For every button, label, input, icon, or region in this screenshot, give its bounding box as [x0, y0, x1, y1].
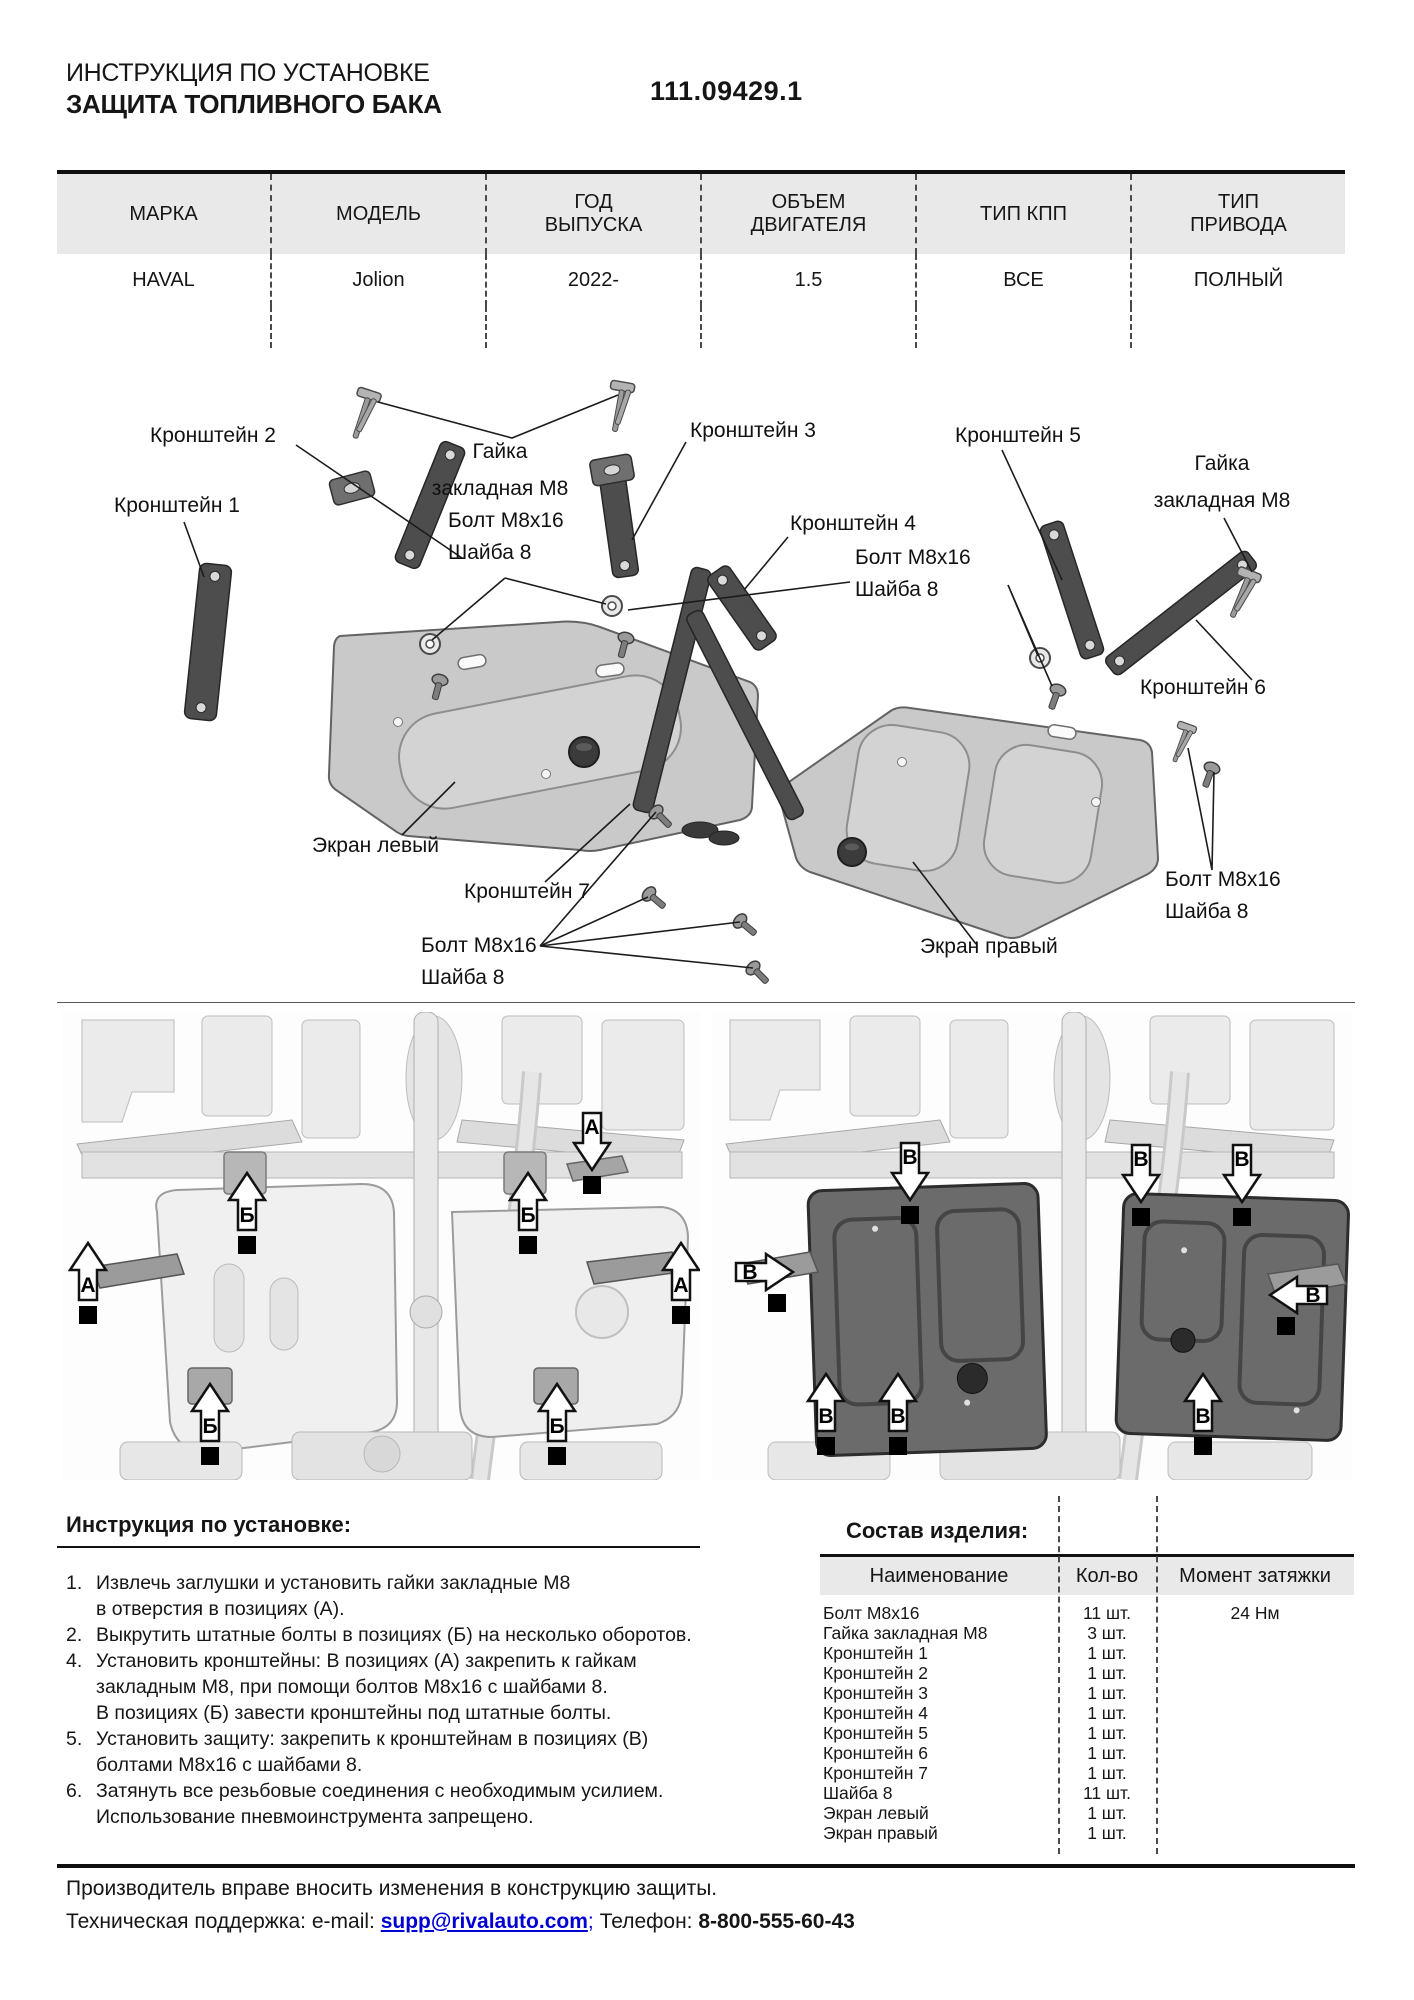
diagram-label: Болт М8х16: [1165, 868, 1281, 891]
step-line: Извлечь заглушки и установить гайки закладные М8: [96, 1572, 571, 1594]
diagram-label: Кронштейн 2: [150, 424, 276, 447]
spec-header-line: МАРКА: [129, 202, 198, 225]
support-phone: 8-800-555-60-43: [698, 1910, 855, 1933]
composition-row: [820, 1723, 1354, 1743]
step-line: В позициях (Б) завести кронштейны под штатные болты.: [96, 1702, 612, 1724]
marker-square: [1132, 1208, 1150, 1226]
marker-square: [583, 1176, 601, 1194]
composition-part-name: Гайка закладная М8: [823, 1622, 988, 1643]
bolt-icon: [1044, 682, 1068, 711]
install-step: [66, 1570, 700, 1622]
composition-part-name: Кронштейн 5: [823, 1722, 928, 1743]
install-step: [66, 1726, 700, 1778]
composition-part-qty: 1 шт.: [1087, 1742, 1127, 1763]
composition-part-torque: 24 Нм: [1230, 1602, 1280, 1623]
diagram-label: Гайка: [1194, 452, 1250, 475]
install-step: [66, 1622, 700, 1648]
diagram-label: Болт М8х16: [448, 509, 564, 532]
diagram-label: Кронштейн 3: [690, 419, 816, 442]
composition-row: [820, 1803, 1354, 1823]
diagram-label: Кронштейн 6: [1140, 676, 1266, 699]
spec-header-row: [57, 174, 1345, 254]
composition-column-header: Кол-во: [1075, 1564, 1139, 1587]
composition-heading: Состав изделия:: [846, 1518, 1029, 1543]
install-heading: Инструкция по установке:: [66, 1512, 352, 1537]
diagram-label: Болт М8х16: [855, 546, 971, 569]
diagram-label: закладная М8: [1153, 489, 1291, 512]
spec-value: Jolion: [270, 254, 485, 306]
installed-shield-left: [808, 1183, 1047, 1456]
spec-column-header: [485, 174, 700, 254]
marker-letter: Б: [549, 1415, 565, 1438]
marker-square: [201, 1447, 219, 1465]
underbody-photo-before: [62, 1012, 700, 1480]
marker-letter: Б: [520, 1204, 536, 1227]
composition-part-name: Кронштейн 7: [823, 1762, 928, 1783]
step-number: 5.: [66, 1728, 83, 1750]
shield-right-part: [780, 707, 1158, 938]
composition-part-name: Кронштейн 6: [823, 1742, 928, 1763]
marker-square: [768, 1294, 786, 1312]
install-step: [66, 1648, 700, 1726]
composition-part-name: Экран левый: [823, 1802, 929, 1823]
part-number: 111.09429.1: [650, 76, 803, 106]
spec-value: ПОЛНЫЙ: [1130, 254, 1345, 306]
spec-value: 1.5: [700, 254, 915, 306]
drain-plug: [569, 737, 599, 767]
composition-part-name: Кронштейн 2: [823, 1662, 928, 1683]
spec-column-header: [270, 174, 485, 254]
embedded-nut-left-1: [344, 387, 382, 442]
nut-plate-2: [589, 454, 635, 487]
composition-table: [820, 1554, 1354, 1853]
composition-part-qty: 1 шт.: [1087, 1722, 1127, 1743]
product-composition-section: [820, 1492, 1354, 1864]
composition-row: [820, 1783, 1354, 1803]
spec-header-line: ГОД: [574, 191, 613, 213]
spec-header-line: ТИП: [1218, 191, 1259, 213]
diagram-label: Шайба 8: [855, 578, 939, 601]
step-number: 4.: [66, 1650, 83, 1672]
composition-row: [820, 1743, 1354, 1763]
bolt-icon: [743, 958, 772, 987]
composition-row: [820, 1823, 1354, 1843]
step-line: Выкрутить штатные болты в позициях (Б) на несколько оборотов.: [96, 1624, 692, 1646]
marker-letter: В: [1234, 1148, 1250, 1171]
support-email-link[interactable]: supp@rivalauto.com: [380, 1910, 588, 1933]
diagram-label: Болт М8х16: [421, 934, 537, 957]
spec-header-line: МОДЕЛЬ: [336, 202, 421, 225]
composition-part-qty: 1 шт.: [1087, 1642, 1127, 1663]
bracket-1-part: [184, 563, 232, 721]
marker-square: [548, 1447, 566, 1465]
marker-square: [1233, 1208, 1251, 1226]
step-number: 1.: [66, 1572, 83, 1594]
diagram-label: Кронштейн 5: [955, 424, 1081, 447]
shield-left-part: [329, 622, 758, 851]
marker-letter: В: [1133, 1148, 1149, 1171]
phone-label: Телефон:: [593, 1910, 699, 1933]
embedded-nut-small: [1165, 721, 1197, 765]
composition-rows: [820, 1595, 1354, 1853]
step-line: Затянуть все резьбовые соединения с необходимым усилием.: [96, 1780, 664, 1802]
step-text: [96, 1570, 570, 1622]
embedded-nut-left-2: [603, 380, 635, 433]
marker-letter: В: [1305, 1284, 1321, 1307]
composition-header-row: [820, 1557, 1354, 1595]
composition-part-name: Болт М8х16: [823, 1602, 920, 1623]
spec-column-header: [700, 174, 915, 254]
marker-square: [238, 1236, 256, 1254]
underbody-photo-after: [712, 1012, 1352, 1480]
install-instructions-section: [57, 1512, 700, 1830]
marker-letter: Б: [239, 1204, 255, 1227]
marker-letter: А: [584, 1116, 600, 1139]
composition-row: [820, 1683, 1354, 1703]
step-line: в отверстия в позициях (А).: [96, 1598, 345, 1620]
composition-part-qty: 11 шт.: [1082, 1602, 1131, 1623]
washer-icon: [420, 634, 440, 654]
diagram-label: закладная М8: [431, 477, 569, 500]
step-number: 2.: [66, 1624, 83, 1646]
step-line: Установить кронштейны: В позициях (А) закрепить к гайкам: [96, 1650, 637, 1672]
dashed-column-divider: [1058, 1496, 1060, 1854]
marker-square: [519, 1236, 537, 1254]
composition-part-name: Кронштейн 4: [823, 1702, 928, 1723]
bolt-icon: [731, 911, 761, 940]
section-divider: [57, 1002, 1355, 1003]
marker-letter: В: [890, 1405, 906, 1428]
diagram-label: Экран правый: [920, 935, 1058, 958]
spec-header-line: ВЫПУСКА: [544, 214, 643, 236]
spec-header-line: ОБЪЕМ: [771, 191, 846, 213]
composition-row: [820, 1703, 1354, 1723]
diagram-label: Гайка: [472, 440, 528, 463]
footer: [57, 1864, 1355, 1934]
marker-letter: Б: [202, 1415, 218, 1438]
bracket-5-part: [1039, 520, 1105, 661]
step-line: Использование пневмоинструмента запрещено.: [96, 1806, 534, 1828]
step-line: болтами М8х16 с шайбами 8.: [96, 1754, 363, 1776]
spec-column-header: [1130, 174, 1345, 254]
composition-row: [820, 1603, 1354, 1623]
composition-part-name: Шайба 8: [823, 1782, 893, 1803]
spec-column-header: [915, 174, 1130, 254]
spec-header-line: ДВИГАТЕЛЯ: [750, 214, 867, 236]
marker-letter: В: [902, 1146, 918, 1169]
step-text: [96, 1726, 648, 1778]
step-text: [96, 1778, 663, 1830]
bolt-icon: [1198, 760, 1222, 789]
title-line-1: ИНСТРУКЦИЯ ПО УСТАНОВКЕ: [66, 59, 430, 87]
marker-square: [889, 1437, 907, 1455]
spec-column-header: [57, 174, 270, 254]
step-line: Установить защиту: закрепить к кронштейнам в позициях (В): [96, 1728, 649, 1750]
installed-shield-right: [1116, 1193, 1349, 1441]
exploded-parts-diagram: [0, 290, 1414, 1004]
diagram-label: Экран левый: [312, 834, 439, 857]
marker-square: [817, 1437, 835, 1455]
marker-letter: А: [673, 1274, 689, 1297]
nut-plate-1: [328, 470, 375, 506]
marker-letter: В: [818, 1405, 834, 1428]
document-title: [66, 58, 442, 120]
composition-part-name: Экран правый: [823, 1822, 938, 1843]
composition-part-qty: 3 шт.: [1087, 1622, 1127, 1643]
spec-value: ВСЕ: [915, 254, 1130, 306]
install-step: [66, 1778, 700, 1830]
footer-disclaimer: Производитель вправе вносить изменения в конструкцию защиты.: [66, 1877, 718, 1900]
composition-part-name: Кронштейн 1: [823, 1642, 928, 1663]
diagram-label: Шайба 8: [448, 541, 532, 564]
diagram-label: Кронштейн 7: [464, 880, 590, 903]
marker-letter: В: [1195, 1405, 1211, 1428]
step-text: [96, 1648, 637, 1726]
composition-part-qty: 11 шт.: [1082, 1782, 1131, 1803]
composition-row: [820, 1643, 1354, 1663]
composition-part-qty: 1 шт.: [1087, 1762, 1127, 1783]
diagram-label: Шайба 8: [421, 966, 505, 989]
composition-row: [820, 1623, 1354, 1643]
composition-row: [820, 1663, 1354, 1683]
support-prefix: Техническая поддержка: e-mail:: [66, 1910, 381, 1933]
footer-support-line: [66, 1910, 1355, 1934]
dashed-column-divider: [1156, 1496, 1158, 1854]
support-separator: ;: [587, 1910, 594, 1933]
composition-part-qty: 1 шт.: [1087, 1682, 1127, 1703]
spec-value: HAVAL: [132, 268, 195, 291]
composition-part-qty: 1 шт.: [1087, 1802, 1127, 1823]
step-line: закладным М8, при помощи болтов М8х16 с шайбами 8.: [96, 1676, 608, 1698]
marker-square: [672, 1306, 690, 1324]
marker-letter: В: [742, 1261, 758, 1284]
heading-underline: [57, 1546, 700, 1548]
composition-part-qty: 1 шт.: [1087, 1702, 1127, 1723]
spec-header-line: ТИП КПП: [980, 202, 1067, 225]
composition-column-header: Момент затяжки: [1179, 1564, 1331, 1587]
diagram-label: Кронштейн 1: [114, 494, 240, 517]
marker-square: [79, 1306, 97, 1324]
title-line-2: ЗАЩИТА ТОПЛИВНОГО БАКА: [66, 89, 442, 119]
drain-plug: [838, 838, 866, 866]
composition-part-qty: 1 шт.: [1087, 1662, 1127, 1683]
step-text: [96, 1622, 692, 1648]
composition-row: [820, 1763, 1354, 1783]
marker-square: [1277, 1317, 1295, 1335]
spec-value: 2022-: [485, 254, 700, 306]
install-steps-list: [66, 1570, 700, 1830]
composition-column-header: Наименование: [869, 1564, 1009, 1587]
diagram-label: Шайба 8: [1165, 900, 1249, 923]
marker-square: [1194, 1437, 1212, 1455]
spec-header-line: ПРИВОДА: [1190, 214, 1287, 236]
washer-icon: [602, 596, 622, 616]
marker-letter: А: [80, 1274, 96, 1297]
diagram-label: Кронштейн 4: [790, 512, 916, 535]
composition-part-name: Кронштейн 3: [823, 1682, 928, 1703]
composition-part-qty: 1 шт.: [1087, 1822, 1127, 1843]
step-number: 6.: [66, 1780, 83, 1802]
marker-square: [901, 1206, 919, 1224]
